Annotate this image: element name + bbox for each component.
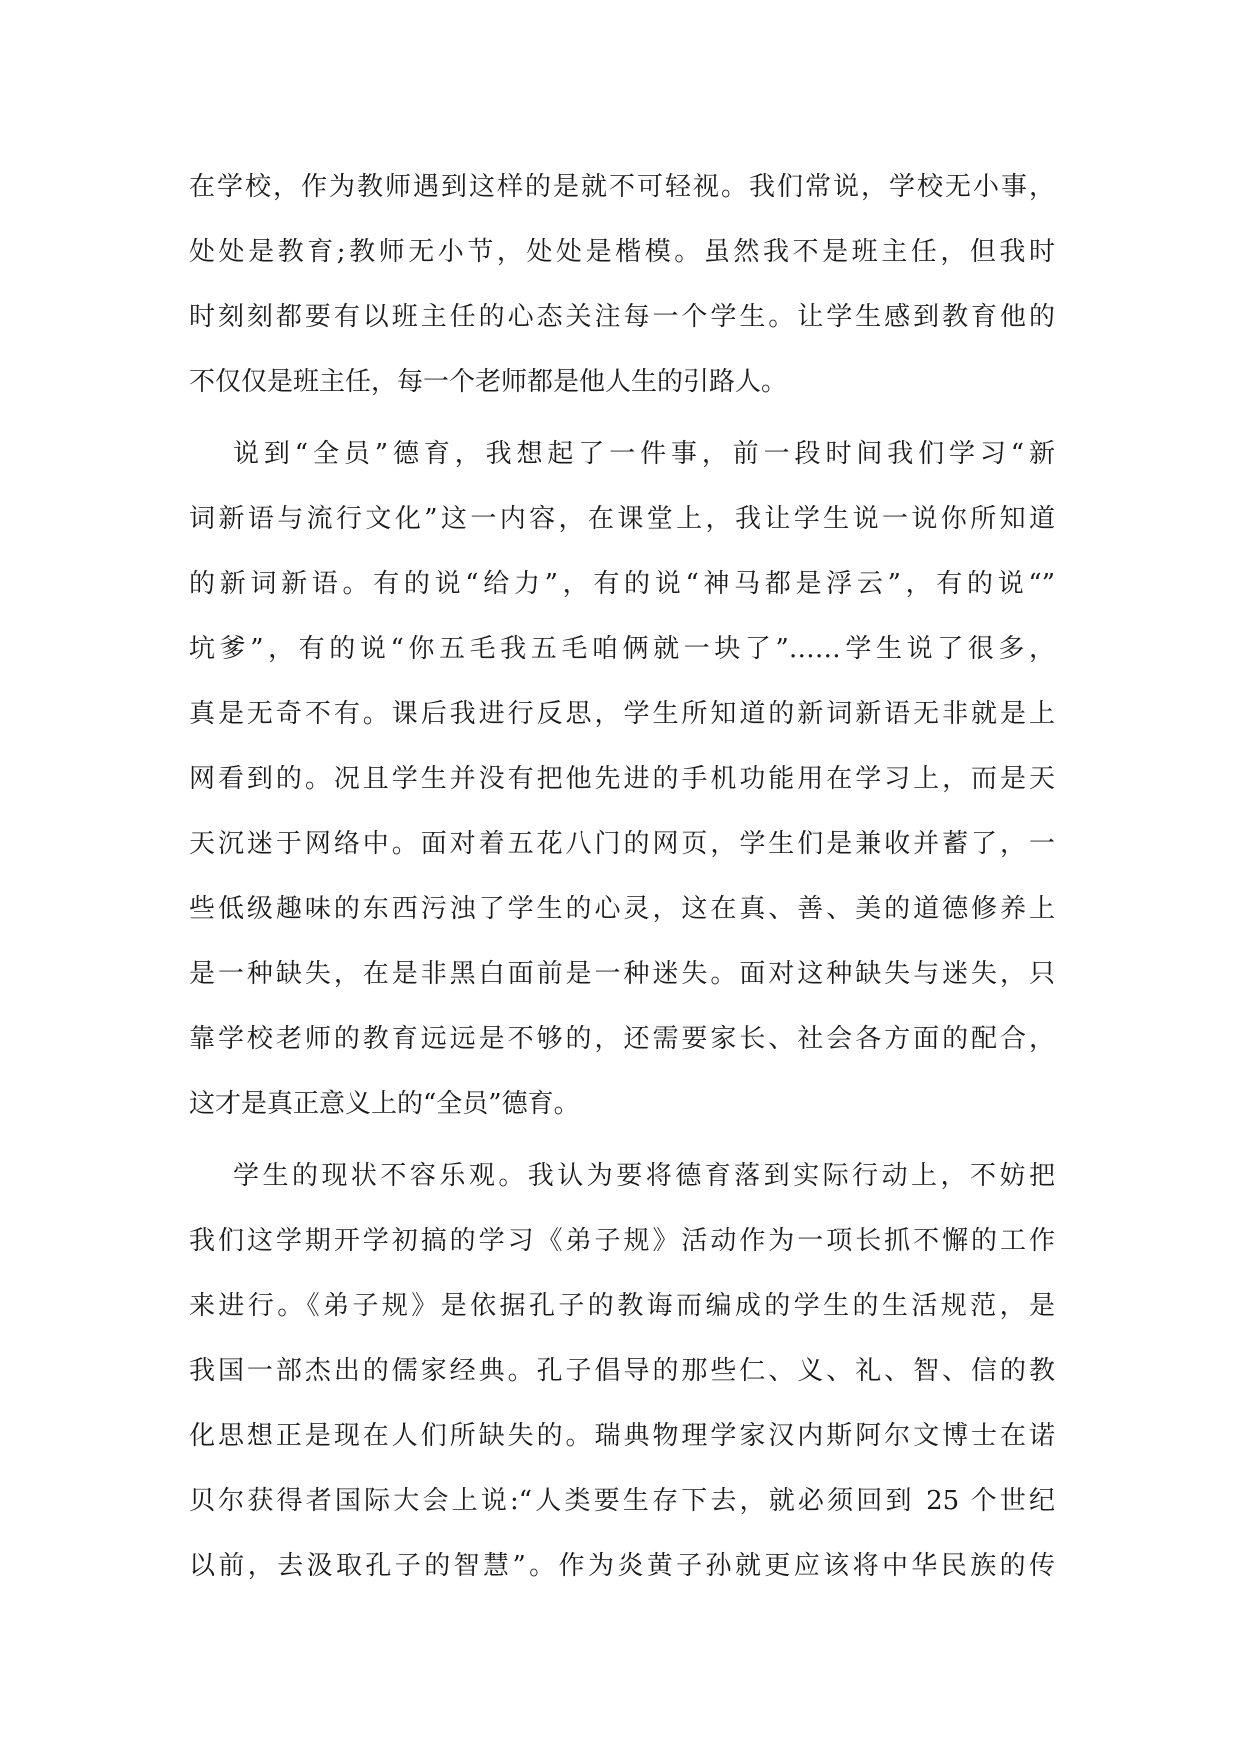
paragraph-gap bbox=[189, 1137, 1055, 1144]
text-line: 时刻刻都要有以班主任的心态关注每一个学生。让学生感到教育他的 bbox=[189, 302, 1055, 332]
text-line: 处处是教育;教师无小节，处处是楷模。虽然我不是班主任，但我时 bbox=[189, 237, 1055, 267]
text-line: 来进行。《弟子规》是依据孔子的教诲而编成的学生的生活规范，是 bbox=[189, 1291, 1055, 1321]
text-line: 在学校，作为教师遇到这样的是就不可轻视。我们常说，学校无小事， bbox=[189, 172, 1055, 202]
text-line: 以前，去汲取孔子的智慧”。作为炎黄子孙就更应该将中华民族的传 bbox=[189, 1551, 1055, 1581]
text-line: 些低级趣味的东西污浊了学生的心灵，这在真、善、美的道德修养上 bbox=[189, 894, 1055, 924]
text-line: 靠学校老师的教育远远是不够的，还需要家长、社会各方面的配合， bbox=[189, 1024, 1055, 1054]
text-line: 不仅仅是班主任，每一个老师都是他人生的引路人。 bbox=[189, 367, 788, 397]
text-line: 学生的现状不容乐观。我认为要将德育落到实际行动上，不妨把 bbox=[233, 1161, 1055, 1191]
body-text bbox=[189, 155, 1055, 1599]
text-line: 化思想正是现在人们所缺失的。瑞典物理学家汉内斯阿尔文博士在诺 bbox=[189, 1421, 1055, 1451]
text-line: 我国一部杰出的儒家经典。孔子倡导的那些仁、义、礼、智、信的教 bbox=[189, 1356, 1055, 1386]
text-line: 的新词新语。有的说“给力”，有的说“神马都是浮云”，有的说“” bbox=[189, 569, 1055, 599]
text-line: 天沉迷于网络中。面对着五花八门的网页，学生们是兼收并蓄了，一 bbox=[189, 829, 1055, 859]
paragraph-gap bbox=[189, 415, 1055, 422]
text-line: 网看到的。况且学生并没有把他先进的手机功能用在学习上，而是天 bbox=[189, 764, 1055, 794]
text-line: 坑爹”，有的说“你五毛我五毛咱俩就一块了”……学生说了很多， bbox=[189, 634, 1055, 664]
text-line: 贝尔获得者国际大会上说:“人类要生存下去，就必须回到 25 个世纪 bbox=[189, 1486, 1055, 1516]
text-line: 词新语与流行文化”这一内容，在课堂上，我让学生说一说你所知道 bbox=[189, 504, 1055, 534]
text-line: 这才是真正意义上的“全员”德育。 bbox=[189, 1089, 580, 1119]
text-line: 说到“全员”德育，我想起了一件事，前一段时间我们学习“新 bbox=[233, 439, 1055, 469]
text-line: 真是无奇不有。课后我进行反思，学生所知道的新词新语无非就是上 bbox=[189, 699, 1055, 729]
text-line: 是一种缺失，在是非黑白面前是一种迷失。面对这种缺失与迷失，只 bbox=[189, 959, 1055, 989]
text-line: 我们这学期开学初搞的学习《弟子规》活动作为一项长抓不懈的工作 bbox=[189, 1226, 1055, 1256]
